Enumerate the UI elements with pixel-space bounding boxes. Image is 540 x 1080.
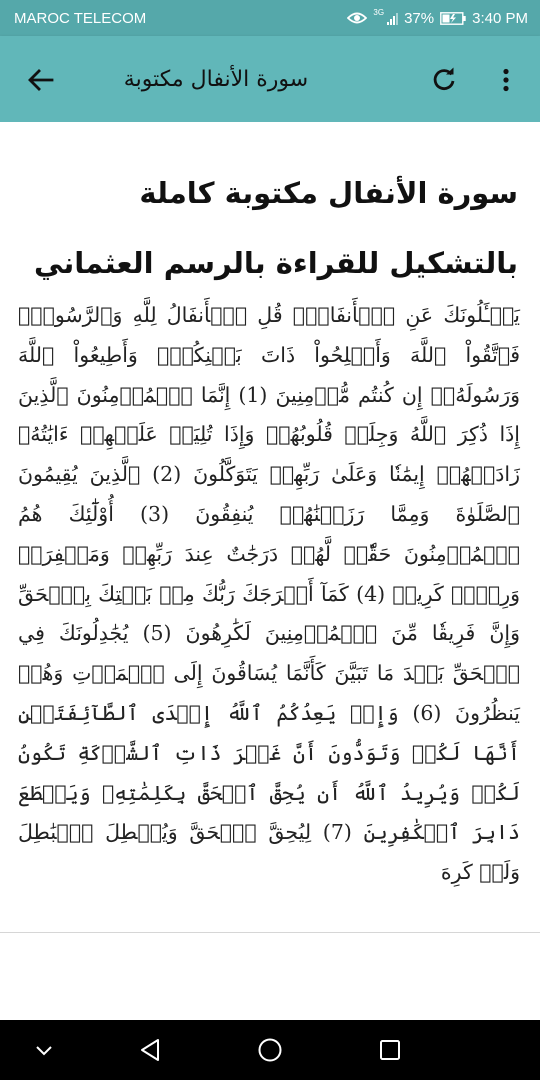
nav-collapse-button[interactable]	[24, 1030, 64, 1070]
carrier-name: MAROC TELECOM	[14, 9, 147, 27]
article-content[interactable]	[0, 122, 540, 932]
status-bar	[0, 0, 540, 36]
recents-square-icon	[378, 1038, 402, 1062]
overflow-menu-icon	[502, 68, 510, 92]
article-heading: سورة الأنفال مكتوبة كاملة بالتشكيل للقراءة بالرسم العثماني	[34, 176, 518, 280]
refresh-icon	[431, 67, 457, 93]
arrow-back-icon	[28, 69, 54, 91]
clock: 3:40 PM	[472, 9, 528, 27]
content-divider	[0, 932, 540, 933]
back-button[interactable]	[20, 59, 62, 101]
home-circle-icon	[257, 1037, 283, 1063]
eye-icon	[347, 11, 367, 25]
refresh-button[interactable]	[422, 59, 466, 101]
back-triangle-icon	[139, 1038, 161, 1062]
nav-recents-button[interactable]	[370, 1030, 410, 1070]
status-icons	[347, 7, 528, 27]
nav-back-button[interactable]	[130, 1030, 170, 1070]
chevron-down-icon	[35, 1044, 53, 1056]
nav-home-button[interactable]	[250, 1030, 290, 1070]
battery-charging-icon	[440, 12, 466, 25]
signal-icon	[387, 11, 398, 25]
system-nav-bar	[0, 1020, 540, 1080]
app-bar	[0, 36, 540, 122]
battery-percent: 37%	[404, 9, 435, 27]
overflow-menu-button[interactable]	[488, 59, 524, 101]
app-title: سورة الأنفال مكتوبة	[123, 67, 309, 92]
network-type: 3G	[373, 7, 385, 17]
surah-text: يَسۡـَٔلُونَكَ عَنِ ٱلۡأَنفَالِۖ قُلِ ٱلۡأَنفَالُ لِلَّهِ وَٱلرَّسُولِۖ فَٱتَّقُواْ ٱللَّهَ وَأَصۡلِحُواْ ذَاتَ بَيۡنِكُمۡۖ وَأَطِيعُواْ ٱللَّهَ وَرَسُولَهُۥٓ إِن كُنتُم مُّؤۡمِنِينَ (1) إِنَّمَا ٱلۡمُؤۡمِنُونَ ٱلَّذِينَ إِذَا ذُكِرَ ٱللَّهُ وَجِلَتۡ قُلُوبُهُمۡ وَإِذَا تُلِيَتۡ عَلَيۡهِمۡ ءَايَٰتُهُۥ زَادَتۡهُمۡ إِيمَٰنٗا وَعَلَىٰ رَبِّهِمۡ يَتَوَكَّلُونَ (2) ٱلَّذِينَ يُقِيمُونَ ٱلصَّلَوٰةَ وَمِمَّا رَزَقۡنَٰهُمۡ يُنفِقُونَ (3) أُوْلَٰٓئِكَ هُمُ ٱلۡمُؤۡمِنُونَ حَقّٗاۚ لَّهُمۡ دَرَجَٰتٌ عِندَ رَبِّهِمۡ وَمَغۡفِرَةٞ وَرِزۡقٞ كَرِيمٞ (4) كَمَآ أَخۡرَجَكَ رَبُّكَ مِنۢ بَيۡتِكَ بِٱلۡحَقِّ وَإِنَّ فَرِيقٗا مِّنَ ٱلۡمُؤۡمِنِينَ لَكَٰرِهُونَ (5) يُجَٰدِلُونَكَ فِي ٱلۡحَقِّ بَعۡدَ مَا تَبَيَّنَ كَأَنَّمَا يُسَاقُونَ إِلَى ٱلۡمَوۡتِ وَهُمۡ يَنظُرُونَ (6) وَإِذۡ يَعِدُكُمُ ٱللَّهُ إِحۡدَى ٱلطَّآئِفَتَيۡنِ أَنَّهَا لَكُمۡ وَتَوَدُّونَ أَنَّ غَيۡرَ ذَاتِ ٱلشَّوۡكَةِ تَكُونُ لَكُمۡ وَيُرِيدُ ٱللَّهُ أَن يُحِقَّ ٱلۡحَقَّ بِكَلِمَٰتِهِۦ وَيَقۡطَعَ دَابِرَ ٱلۡكَٰفِرِينَ (7) لِيُحِقَّ ٱلۡحَقَّ وَيُبۡطِلَ ٱلۡبَٰطِلَ وَلَوۡ كَرِهَ	[18, 303, 520, 885]
